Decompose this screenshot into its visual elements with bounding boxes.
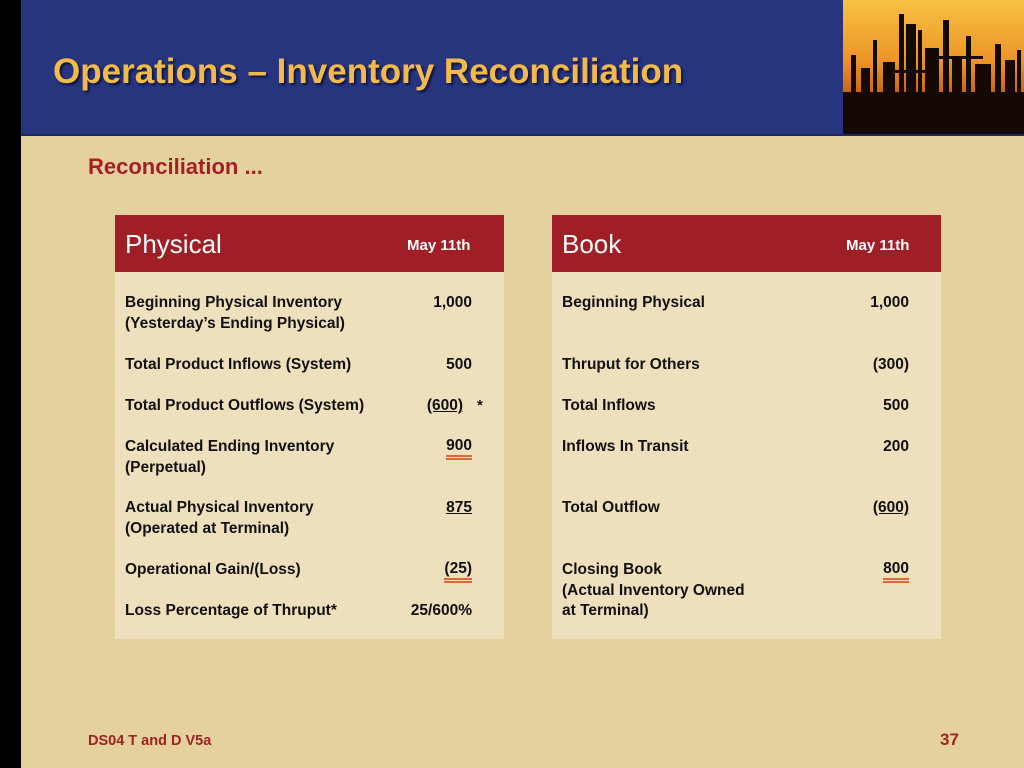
row-label-sub: (Actual Inventory Owned [562, 581, 745, 599]
row-label: Loss Percentage of Thruput* [125, 602, 337, 619]
row-label: Operational Gain/(Loss) [125, 561, 301, 578]
book-row-beginning-physical [562, 293, 932, 314]
physical-row-actual-inventory [125, 498, 495, 539]
row-label: Beginning Physical [562, 294, 705, 311]
footer-label: DS04 T and D V5a [88, 733, 212, 749]
row-label: Total Product Outflows (System) [125, 397, 365, 414]
row-value: 1,000 [870, 294, 909, 311]
row-value: 25/600% [410, 602, 472, 619]
row-label: Total Inflows [562, 397, 656, 414]
row-label: Thruput for Others [562, 356, 700, 373]
refinery-sunset-image [843, 0, 1024, 134]
section-subtitle: Reconciliation ... [88, 154, 263, 179]
row-value: (600) [426, 397, 463, 414]
row-label: Inflows In Transit [562, 438, 689, 455]
row-value: 200 [883, 438, 909, 455]
page-number: 37 [940, 730, 959, 749]
physical-panel-date: May 11th [407, 237, 471, 254]
physical-panel-header [115, 215, 504, 272]
physical-row-calculated-ending [125, 437, 495, 478]
row-label: Total Outflow [562, 499, 660, 516]
book-row-thruput-others [562, 355, 932, 376]
physical-row-inflows [125, 355, 495, 376]
header-divider [21, 134, 1024, 136]
row-value: 900 [446, 437, 472, 460]
row-value: (600) [872, 499, 909, 516]
row-label: Actual Physical Inventory [125, 499, 314, 516]
physical-row-outflows [125, 396, 495, 417]
row-value: (300) [872, 356, 909, 373]
book-panel-title: Book [562, 229, 622, 259]
row-value: (25) [444, 560, 472, 583]
physical-row-loss-percentage [125, 601, 495, 622]
book-panel [552, 215, 941, 639]
book-panel-date: May 11th [846, 237, 910, 254]
row-label: Total Product Inflows (System) [125, 356, 352, 373]
row-value: 875 [446, 499, 472, 516]
physical-row-beginning-inventory [125, 293, 495, 334]
book-row-total-outflow [562, 498, 932, 519]
row-label-sub: (Operated at Terminal) [125, 519, 290, 537]
row-value: 1,000 [433, 294, 472, 311]
book-row-closing-book [562, 560, 932, 622]
row-value: 500 [883, 397, 909, 414]
footnote-marker: * [477, 397, 483, 414]
physical-row-gain-loss [125, 560, 495, 581]
row-value: 500 [446, 356, 472, 373]
row-value: 800 [883, 560, 909, 583]
left-black-bar [0, 0, 21, 768]
book-row-inflows-transit [562, 437, 932, 458]
book-row-total-inflows [562, 396, 932, 417]
row-label-sub: (Perpetual) [125, 458, 206, 476]
row-label-sub: (Yesterday’s Ending Physical) [125, 314, 345, 332]
row-label: Calculated Ending Inventory [125, 438, 335, 455]
physical-panel [115, 215, 504, 639]
row-label: Closing Book [562, 561, 662, 578]
physical-panel-title: Physical [125, 229, 222, 259]
row-label-sub2: at Terminal) [562, 602, 649, 619]
row-label: Beginning Physical Inventory [125, 294, 343, 311]
slide-title: Operations – Inventory Reconciliation [53, 52, 684, 91]
book-panel-header [552, 215, 941, 272]
